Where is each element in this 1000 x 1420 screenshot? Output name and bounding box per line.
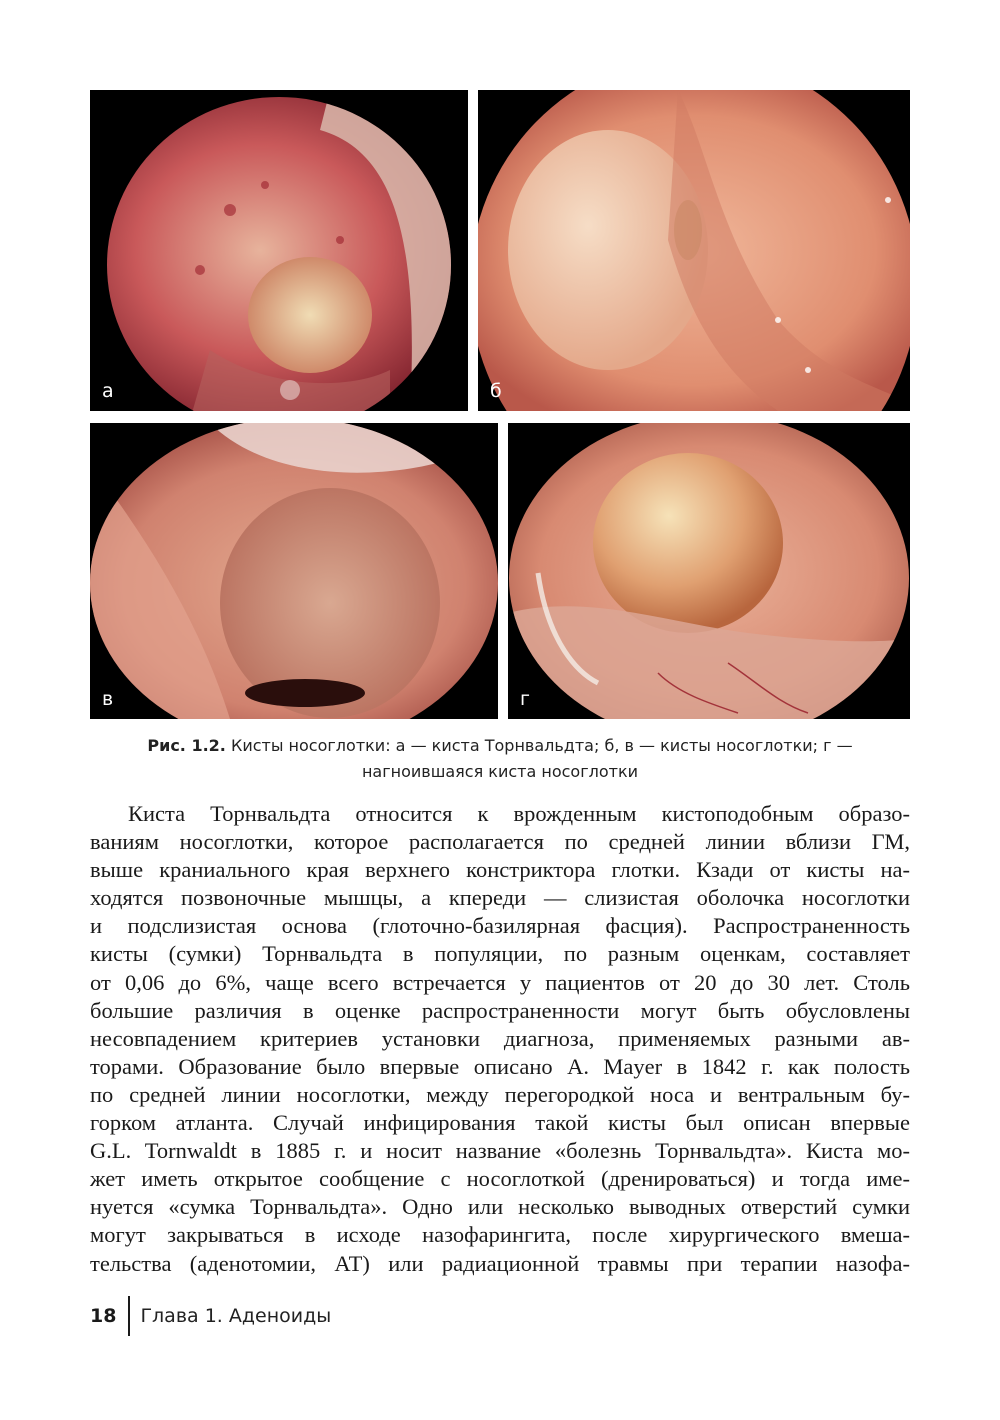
body-line: нуется «сумка Торнвальдта». Одно или несколько выводных отверстий сумки (90, 1194, 910, 1220)
figure-panel-d (508, 423, 910, 719)
chapter-title: Глава 1. Аденоиды (140, 1305, 332, 1327)
body-line: жет иметь открытое сообщение с носоглоткой (дренироваться) и тогда име- (90, 1166, 910, 1192)
body-line: большие различия в оценке распространенности могут быть обусловлены (90, 997, 910, 1023)
page-number: 18 (90, 1305, 117, 1327)
figure-panel-b (478, 90, 910, 411)
figure-caption (90, 733, 910, 785)
body-line: Киста Торнвальдта относится к врожденным кистоподобным образо- (128, 801, 910, 826)
caption-label: Рис. 1.2. (147, 736, 226, 755)
endoscopic-image-c (90, 423, 498, 719)
body-line: ваниям носоглотки, которое располагается по средней линии вблизи ГМ, (90, 829, 910, 855)
body-line: торами. Образование было впервые описано A. Mayer в 1842 г. как полость (90, 1053, 910, 1079)
body-line: несовпадением критериев установки диагноза, применяемых разными ав- (90, 1025, 910, 1051)
body-line: тельства (аденотомии, АТ) или радиационной травмы при терапии назофа- (90, 1250, 910, 1276)
body-line: от 0,06 до 6%, чаще всего встречается у пациентов от 20 до 30 лет. Столь (90, 969, 910, 995)
body-line: и подслизистая основа (глоточно-базилярная фасция). Распространенность (90, 913, 910, 939)
body-line: горком атланта. Случай инфицирования такой кисты был описан впервые (90, 1110, 910, 1136)
page-footer (90, 1298, 331, 1334)
panel-letter-c: в (102, 688, 114, 710)
endoscopic-image-d (508, 423, 910, 719)
caption-text: Кисты носоглотки: а — киста Торнвальдта; б, в — кисты носоглотки; г — нагноившаяся киста носоглотки (225, 736, 853, 781)
body-line: могут закрываться в исходе назофарингита, после хирургического вмеша- (90, 1222, 910, 1248)
body-line: ходятся позвоночные мышцы, а кпереди — слизистая оболочка носоглотки (90, 885, 910, 911)
panel-letter-a: а (102, 380, 114, 402)
figure-panel-a (90, 90, 468, 411)
body-line: по средней линии носоглотки, между перегородкой носа и вентральным бу- (90, 1081, 910, 1107)
figure-panel-c (90, 423, 498, 719)
endoscopic-image-b (478, 90, 910, 411)
body-line: выше краниального края верхнего констриктора глотки. Кзади от кисты на- (90, 857, 910, 883)
body-line: кисты (сумки) Торнвальдта в популяции, по разным оценкам, составляет (90, 941, 910, 967)
body-line: G.L. Tornwaldt в 1885 г. и носит название «болезнь Торнвальдта». Киста мо- (90, 1138, 910, 1164)
endoscopic-image-a (90, 90, 468, 411)
panel-letter-d: г (520, 688, 530, 710)
panel-letter-b: б (490, 380, 502, 402)
body-paragraph (90, 800, 910, 1278)
